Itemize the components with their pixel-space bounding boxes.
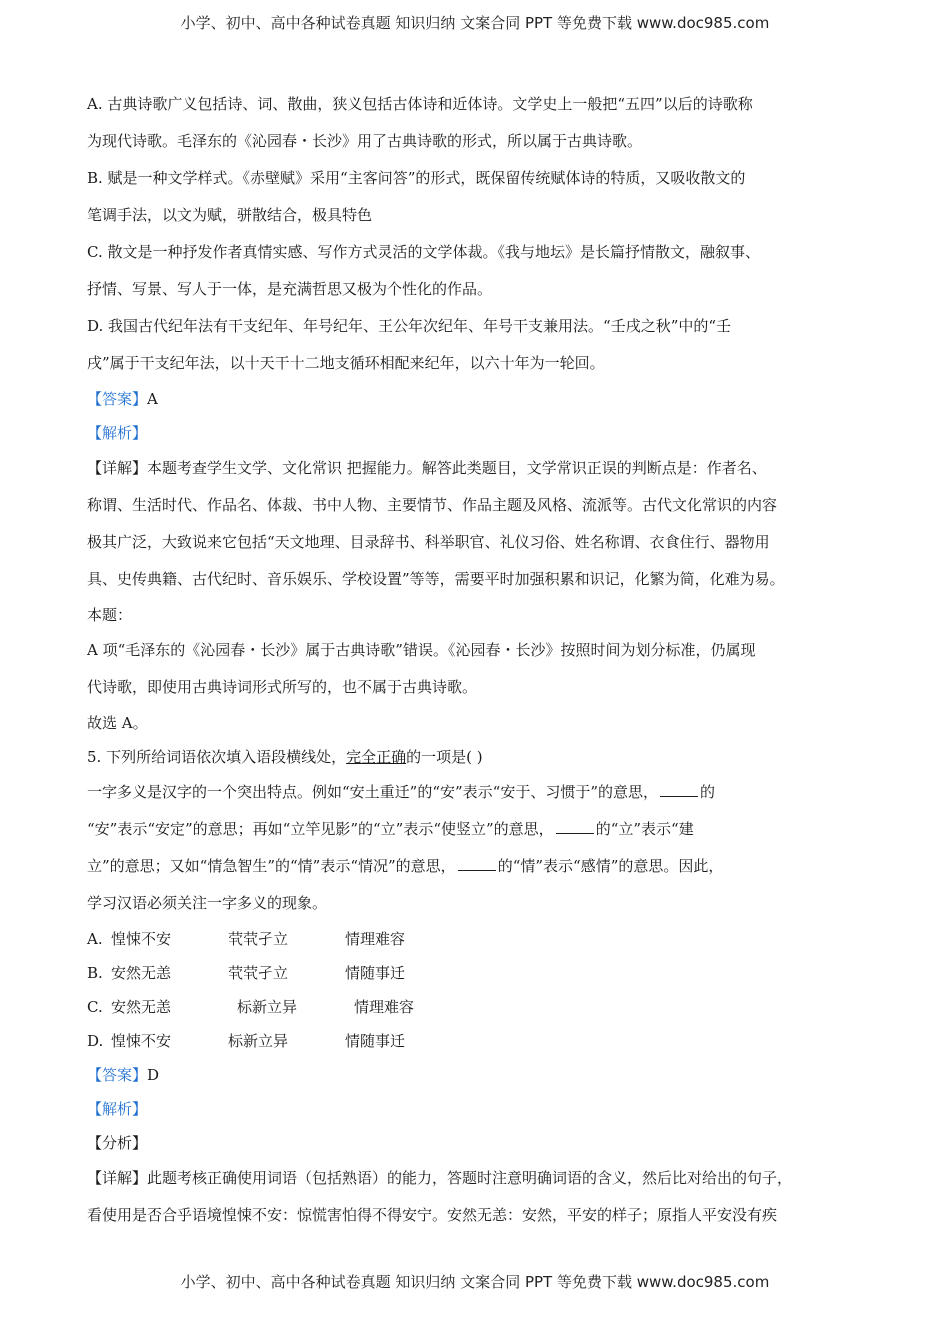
- q5-answer: [87, 1058, 877, 1092]
- detail-tag: 【详解】: [87, 459, 148, 477]
- answer-tag: 【答案】: [87, 1066, 148, 1084]
- q4-analysis-tag: 【解析】: [87, 424, 148, 442]
- fill-blank-3: [458, 858, 496, 871]
- q4-option-d-line1: D. 我国古代纪年法有干支纪年、年号纪年、王公年次纪年、年号干支兼用法。“壬戌之秋”中的“壬: [87, 317, 732, 335]
- answer-value: A: [147, 390, 158, 408]
- q4-detail-line1: 【详解】本题考查学生文学、文化常识 把握能力。解答此类题目，文学常识正误的判断点是：作者名、: [87, 459, 767, 477]
- q4-answer: [87, 382, 877, 416]
- q4-detail-line6: A 项“毛泽东的《沁园春・长沙》属于古典诗歌”错误。《沁园春・长沙》按照时间为划分标准，仍属现: [87, 641, 756, 659]
- q5-option-d: D. 惶悚不安 标新立异 情随事迁: [87, 1032, 406, 1050]
- q5-fenxi-tag: 【分析】: [87, 1134, 148, 1152]
- q5-passage-line1: 一字多义是汉字的一个突出特点。例如“安土重迁”的“安”表示“安于、习惯于”的意思， 的: [87, 783, 716, 801]
- q5-analysis-tag: 【解析】: [87, 1100, 148, 1118]
- answer-value: D: [147, 1066, 160, 1084]
- q4-detail-line7: 代诗歌，即使用古典诗词形式所写的，也不属于古典诗歌。: [87, 678, 478, 696]
- footer-banner: 小学、初中、高中各种试卷真题 知识归纳 文案合同 PPT 等免费下载 www.doc985.com: [180, 1273, 770, 1291]
- q4-option-c-line2: 抒情、写景、写人于一体，是充满哲思又极为个性化的作品。: [87, 280, 493, 298]
- q4-detail-line4: 具、史传典籍、古代纪时、音乐娱乐、学校设置”等等，需要平时加强积累和识记，化繁为简，化难为易。: [87, 570, 785, 588]
- q5-detail-line2: 看使用是否合乎语境惶悚不安：惊慌害怕得不得安宁。安然无恙：安然，平安的样子；原指人平安没有疾: [87, 1206, 778, 1224]
- q4-option-a-line2: 为现代诗歌。毛泽东的《沁园春・长沙》用了古典诗歌的形式，所以属于古典诗歌。: [87, 132, 643, 150]
- fill-blank-1: [660, 784, 698, 797]
- emphasis-underline: 完全正确: [346, 748, 407, 766]
- q5-option-b: B. 安然无恙 茕茕孑立 情随事迁: [87, 964, 406, 982]
- q5-passage-line4: 学习汉语必须关注一字多义的现象。: [87, 894, 328, 912]
- detail-tag: 【详解】: [87, 1169, 148, 1187]
- q4-option-d-line2: 戌”属于干支纪年法，以十天干十二地支循环相配来纪年，以六十年为一轮回。: [87, 354, 605, 372]
- q4-option-c-line1: C. 散文是一种抒发作者真情实感、写作方式灵活的文学体裁。《我与地坛》是长篇抒情散文，融叙事、: [87, 243, 760, 261]
- answer-tag: 【答案】: [87, 390, 148, 408]
- q4-option-a-line1: A. 古典诗歌广义包括诗、词、散曲，狭义包括古体诗和近体诗。文学史上一般把“五四”以后的诗歌称: [87, 95, 753, 113]
- document-body: [87, 86, 877, 1234]
- q5-passage-line2: “安”表示“安定”的意思；再如“立竿见影”的“立”表示“使竖立”的意思， 的“立”表示“建: [87, 820, 694, 838]
- fill-blank-2: [556, 821, 594, 834]
- q4-detail-line2: 称谓、生活时代、作品名、体裁、书中人物、主要情节、作品主题及风格、流派等。古代文化常识的内容: [87, 496, 778, 514]
- q4-option-b-line2: 笔调手法，以文为赋，骈散结合，极具特色: [87, 206, 373, 224]
- q4-option-b-line1: B. 赋是一种文学样式。《赤壁赋》采用“主客问答”的形式，既保留传统赋体诗的特质，又吸收散文的: [87, 169, 746, 187]
- q5-option-c: C. 安然无恙 标新立异 情理难容: [87, 998, 415, 1016]
- q4-detail-line3: 极其广泛，大致说来它包括“天文地理、目录辞书、科举职官、礼仪习俗、姓名称谓、衣食住行、器物用: [87, 533, 770, 551]
- q5-passage-line3: 立”的意思；又如“情急智生”的“情”表示“情况”的意思， 的“情”表示“感情”的意思。因此，: [87, 857, 724, 875]
- header-banner: 小学、初中、高中各种试卷真题 知识归纳 文案合同 PPT 等免费下载 www.doc985.com: [180, 14, 770, 32]
- q5-stem: 5. 下列所给词语依次填入语段横线处，完全正确的一项是( ): [87, 748, 483, 766]
- q5-detail-line1: 【详解】此题考核正确使用词语（包括熟语）的能力，答题时注意明确词语的含义，然后比对给出的句子，: [87, 1169, 793, 1187]
- q4-detail-line5: 本题：: [87, 606, 133, 624]
- q4-detail-line8: 故选 A。: [87, 714, 148, 732]
- q5-option-a: A. 惶悚不安 茕茕孑立 情理难容: [87, 930, 406, 948]
